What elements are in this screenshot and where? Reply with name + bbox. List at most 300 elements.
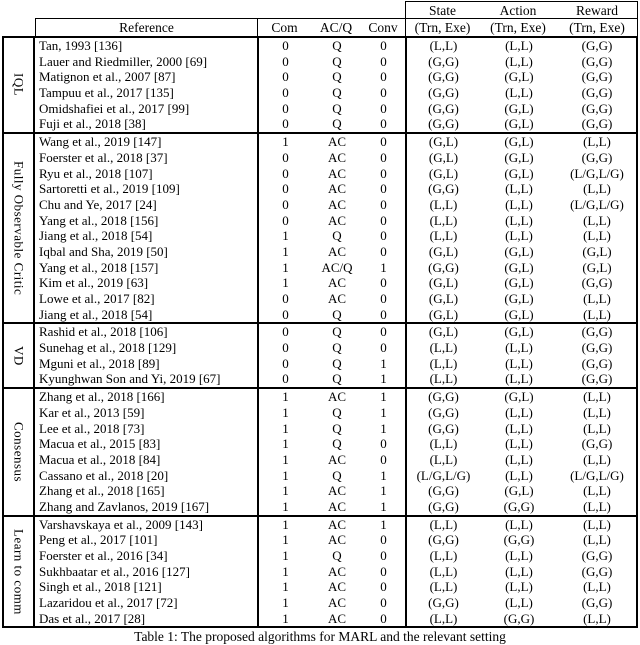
cell-conv: 1 xyxy=(362,499,407,515)
cell-reference: Jiang et al., 2018 [54] xyxy=(35,228,259,244)
cell-reward: (L,L) xyxy=(583,579,611,595)
section-rows xyxy=(35,134,636,322)
table-row xyxy=(35,340,636,356)
cell-reward: (G,G) xyxy=(581,85,613,101)
cell-conv: 1 xyxy=(362,389,407,405)
cell-reference: Macua et al., 2018 [84] xyxy=(35,452,259,468)
cell-com: 1 xyxy=(282,548,289,563)
cell-com: 0 xyxy=(282,165,289,181)
col-header-conv: Conv xyxy=(368,20,398,35)
table-row xyxy=(35,213,636,229)
cell-action: (L,L) xyxy=(505,467,533,483)
cell-acq: Q xyxy=(332,100,342,116)
cell-com: 1 xyxy=(282,595,289,611)
cell-reward: (G,L) xyxy=(582,243,612,259)
cell-reference: Singh et al., 2018 [121] xyxy=(35,579,259,595)
table-row xyxy=(35,291,636,307)
table-row xyxy=(35,197,636,213)
cell-action: (G,L) xyxy=(504,100,534,116)
cell-acq: Q xyxy=(332,38,342,53)
cell-action: (L,L) xyxy=(505,212,533,228)
cell-conv: 0 xyxy=(362,548,407,564)
cell-reference: Zhang et al., 2018 [166] xyxy=(35,389,259,405)
cell-reward: (G,G) xyxy=(581,436,613,452)
cell-conv: 0 xyxy=(362,244,407,260)
cell-reference: Macua et al., 2015 [83] xyxy=(35,436,259,452)
cell-conv: 0 xyxy=(362,101,407,117)
cell-acq: AC xyxy=(327,451,347,467)
table-row xyxy=(35,275,636,291)
table-row xyxy=(35,468,636,484)
cell-conv: 1 xyxy=(362,517,407,533)
cell-reference: Tampuu et al., 2017 [135] xyxy=(35,85,259,101)
cell-conv: 0 xyxy=(362,213,407,229)
table-row xyxy=(35,499,636,515)
cell-state: (G,G) xyxy=(428,259,459,275)
cell-conv: 0 xyxy=(362,197,407,213)
cell-com: 1 xyxy=(282,532,289,548)
cell-acq: Q xyxy=(332,548,342,563)
cell-reference: Ryu et al., 2018 [107] xyxy=(35,166,259,182)
cell-reference: Yang et al., 2018 [157] xyxy=(35,260,259,276)
cell-reward: (L,L) xyxy=(583,610,611,626)
cell-reward: (G,G) xyxy=(581,275,613,291)
cell-reference: Kar et al., 2013 [59] xyxy=(35,405,259,421)
cell-conv: 0 xyxy=(362,452,407,468)
cell-conv: 0 xyxy=(362,532,407,548)
cell-reference: Cassano et al., 2018 [20] xyxy=(35,468,259,484)
cell-state: (G,G) xyxy=(428,404,459,420)
cell-acq: AC xyxy=(327,483,347,499)
table-row xyxy=(35,181,636,197)
cell-state: (L,L) xyxy=(429,579,458,595)
cell-state: (G,G) xyxy=(428,116,459,132)
cell-reference: Kyunghwan Son and Yi, 2019 [67] xyxy=(35,371,259,387)
table-row xyxy=(35,595,636,611)
cell-reward: (L,L) xyxy=(583,212,611,228)
cell-conv: 0 xyxy=(362,291,407,307)
cell-conv: 0 xyxy=(362,324,407,340)
cell-acq: AC xyxy=(327,275,347,291)
cell-com: 0 xyxy=(282,355,289,371)
cell-com: 0 xyxy=(282,53,289,69)
table-row xyxy=(35,517,636,533)
table-row xyxy=(35,356,636,372)
table-body xyxy=(2,36,638,628)
col-header-reward-trn-exe: (Trn, Exe) xyxy=(569,20,625,35)
cell-state: (G,G) xyxy=(428,100,459,116)
cell-conv: 0 xyxy=(362,116,407,132)
cell-reward: (G,G) xyxy=(581,371,613,387)
cell-acq: AC xyxy=(327,389,347,405)
table-row xyxy=(35,166,636,182)
cell-com: 1 xyxy=(282,243,289,259)
cell-state: (G,G) xyxy=(428,85,459,101)
cell-state: (G,G) xyxy=(428,53,459,69)
cell-action: (L,L) xyxy=(505,548,533,563)
cell-acq: Q xyxy=(332,85,342,101)
table-row xyxy=(35,228,636,244)
col-header-acq: AC/Q xyxy=(319,20,353,35)
cell-com: 0 xyxy=(282,181,289,197)
cell-conv: 0 xyxy=(362,134,407,150)
cell-action: (L,L) xyxy=(505,563,533,579)
cell-state: (G,G) xyxy=(428,420,459,436)
cell-acq: Q xyxy=(332,69,342,85)
table-row xyxy=(35,116,636,132)
cell-action: (G,L) xyxy=(504,275,534,291)
header-group-box xyxy=(405,1,638,18)
table-row xyxy=(35,389,636,405)
cell-state: (L/G,L/G) xyxy=(416,467,471,483)
cell-reference: Mguni et al., 2018 [89] xyxy=(35,356,259,372)
cell-conv: 1 xyxy=(362,356,407,372)
cell-com: 1 xyxy=(282,404,289,420)
cell-action: (L,L) xyxy=(505,436,533,452)
cell-action: (G,G) xyxy=(503,610,535,626)
section-label-consensus: Consensus xyxy=(4,389,35,515)
cell-com: 1 xyxy=(282,134,289,150)
section-label-vd: VD xyxy=(4,324,35,387)
table-row xyxy=(35,69,636,85)
table-row xyxy=(35,532,636,548)
cell-reference: Matignon et al., 2007 [87] xyxy=(35,69,259,85)
cell-reward: (L/G,L/G) xyxy=(570,165,624,181)
table-row xyxy=(35,38,636,54)
header-group-row xyxy=(2,1,638,18)
cell-com: 1 xyxy=(282,579,289,595)
cell-conv: 0 xyxy=(362,54,407,70)
cell-com: 0 xyxy=(282,340,289,356)
cell-action: (L,L) xyxy=(505,340,533,356)
cell-acq: Q xyxy=(332,355,342,371)
cell-action: (G,L) xyxy=(504,389,534,405)
table-row xyxy=(35,548,636,564)
cell-conv: 0 xyxy=(362,166,407,182)
cell-conv: 0 xyxy=(362,181,407,197)
cell-action: (G,L) xyxy=(504,324,534,340)
cell-reference: Lowe et al., 2017 [82] xyxy=(35,291,259,307)
cell-reward: (L,L) xyxy=(583,181,611,197)
header-mid-group xyxy=(258,19,406,36)
table-row xyxy=(35,611,636,627)
cell-action: (L,L) xyxy=(505,228,533,244)
cell-action: (L,L) xyxy=(505,371,533,387)
cell-reference: Varshavskaya et al., 2009 [143] xyxy=(35,517,259,533)
table-row xyxy=(35,54,636,70)
cell-acq: AC xyxy=(327,165,347,181)
cell-reward: (L,L) xyxy=(583,498,611,514)
col-header-action-trn-exe: (Trn, Exe) xyxy=(490,20,546,35)
cell-reference: Omidshafiei et al., 2017 [99] xyxy=(35,101,259,117)
col-header-com: Com xyxy=(271,20,298,35)
cell-action: (G,L) xyxy=(504,165,534,181)
cell-acq: Q xyxy=(332,324,342,340)
cell-state: (G,L) xyxy=(428,275,459,291)
cell-action: (G,G) xyxy=(503,498,535,514)
cell-com: 0 xyxy=(282,149,289,165)
cell-state: (L,L) xyxy=(429,516,458,532)
cell-com: 0 xyxy=(282,212,289,228)
cell-acq: AC xyxy=(327,579,347,595)
cell-action: (G,L) xyxy=(504,483,534,499)
cell-state: (G,L) xyxy=(428,324,459,340)
cell-com: 1 xyxy=(282,275,289,291)
cell-action: (L,L) xyxy=(505,579,533,595)
cell-conv: 1 xyxy=(362,371,407,387)
cell-action: (G,L) xyxy=(504,116,534,132)
cell-reference: Sartoretti et al., 2019 [109] xyxy=(35,181,259,197)
cell-reference: Sukhbaatar et al., 2016 [127] xyxy=(35,564,259,580)
cell-conv: 0 xyxy=(362,579,407,595)
cell-action: (L,L) xyxy=(505,451,533,467)
cell-reference: Sunehag et al., 2018 [129] xyxy=(35,340,259,356)
table-section-learn-to-comm xyxy=(4,515,636,627)
cell-state: (G,L) xyxy=(428,165,459,181)
cell-reward: (L,L) xyxy=(583,483,611,499)
cell-state: (G,G) xyxy=(428,595,459,611)
cell-state: (L,L) xyxy=(429,340,458,356)
cell-conv: 1 xyxy=(362,483,407,499)
cell-reward: (L,L) xyxy=(583,420,611,436)
cell-conv: 0 xyxy=(362,275,407,291)
cell-acq: AC xyxy=(327,149,347,165)
cell-reward: (G,G) xyxy=(581,324,613,340)
header-spacer xyxy=(2,1,405,18)
cell-action: (L,L) xyxy=(505,196,533,212)
cell-conv: 0 xyxy=(362,564,407,580)
cell-state: (G,G) xyxy=(428,69,459,85)
cell-reference: Zhang et al., 2018 [165] xyxy=(35,483,259,499)
cell-reference: Peng et al., 2017 [101] xyxy=(35,532,259,548)
cell-com: 1 xyxy=(282,610,289,626)
cell-action: (L,L) xyxy=(505,355,533,371)
cell-reward: (G,G) xyxy=(581,53,613,69)
cell-acq: AC xyxy=(327,563,347,579)
cell-com: 0 xyxy=(282,116,289,132)
cell-com: 0 xyxy=(282,306,289,322)
cell-state: (G,L) xyxy=(428,149,459,165)
table-row xyxy=(35,564,636,580)
table-row xyxy=(35,134,636,150)
cell-acq: AC xyxy=(327,532,347,548)
cell-reference: Kim et al., 2019 [63] xyxy=(35,275,259,291)
cell-state: (G,G) xyxy=(428,483,459,499)
cell-conv: 1 xyxy=(362,468,407,484)
cell-acq: AC xyxy=(327,243,347,259)
cell-reference: Fuji et al., 2018 [38] xyxy=(35,116,259,132)
cell-conv: 0 xyxy=(362,150,407,166)
cell-action: (G,L) xyxy=(504,306,534,322)
cell-reference: Rashid et al., 2018 [106] xyxy=(35,324,259,340)
cell-conv: 0 xyxy=(362,611,407,627)
section-rows xyxy=(35,389,636,515)
cell-com: 1 xyxy=(282,563,289,579)
cell-state: (L,L) xyxy=(429,563,458,579)
cell-reward: (L,L) xyxy=(583,532,611,548)
table-row xyxy=(35,371,636,387)
cell-reward: (G,G) xyxy=(581,355,613,371)
cell-reward: (G,G) xyxy=(581,595,613,611)
cell-conv: 1 xyxy=(362,405,407,421)
table-row xyxy=(35,421,636,437)
cell-com: 1 xyxy=(282,483,289,499)
cell-reference: Foerster et al., 2018 [37] xyxy=(35,150,259,166)
cell-reward: (G,G) xyxy=(581,116,613,132)
cell-conv: 1 xyxy=(362,421,407,437)
cell-state: (G,L) xyxy=(428,134,459,150)
cell-reward: (L,L) xyxy=(583,291,611,306)
cell-com: 1 xyxy=(282,498,289,514)
cell-state: (L,L) xyxy=(429,451,458,467)
cell-com: 0 xyxy=(282,324,289,340)
cell-reference: Lauer and Riedmiller, 2000 [69] xyxy=(35,54,259,70)
table-section-fully-observable-critic xyxy=(4,132,636,322)
cell-reference: Foerster et al., 2016 [34] xyxy=(35,548,259,564)
cell-reward: (G,G) xyxy=(581,563,613,579)
cell-action: (G,L) xyxy=(504,259,534,275)
cell-action: (G,L) xyxy=(504,134,534,150)
cell-reference: Das et al., 2017 [28] xyxy=(35,611,259,627)
cell-action: (G,L) xyxy=(504,243,534,259)
cell-reference: Tan, 1993 [136] xyxy=(35,38,259,54)
cell-state: (G,G) xyxy=(428,532,459,548)
cell-acq: Q xyxy=(332,436,342,452)
cell-reward: (L/G,L/G) xyxy=(570,196,624,212)
table-row xyxy=(35,244,636,260)
cell-state: (L,L) xyxy=(429,355,458,371)
cell-reward: (L,L) xyxy=(583,306,611,322)
cell-com: 1 xyxy=(282,389,289,405)
cell-acq: Q xyxy=(332,404,342,420)
cell-reference: Iqbal and Sha, 2019 [50] xyxy=(35,244,259,260)
cell-com: 1 xyxy=(282,451,289,467)
cell-reward: (L,L) xyxy=(583,389,611,405)
cell-state: (L,L) xyxy=(429,610,458,626)
table-section-vd xyxy=(4,322,636,387)
cell-acq: AC xyxy=(327,134,347,150)
cell-action: (L,L) xyxy=(505,516,533,532)
cell-reward: (G,G) xyxy=(581,149,613,165)
cell-acq: AC xyxy=(327,595,347,611)
cell-action: (L,L) xyxy=(505,181,533,197)
section-rows xyxy=(35,324,636,387)
cell-acq: Q xyxy=(332,306,342,322)
section-label-learn-to-comm: Learn to comm xyxy=(4,517,35,627)
marl-settings-table xyxy=(2,1,638,628)
cell-conv: 0 xyxy=(362,340,407,356)
col-header-reward: Reward xyxy=(576,2,618,18)
cell-com: 1 xyxy=(282,228,289,244)
cell-reward: (L,L) xyxy=(583,228,611,244)
cell-reference: Wang et al., 2019 [147] xyxy=(35,134,259,150)
cell-reward: (G,G) xyxy=(581,548,613,563)
cell-action: (L,L) xyxy=(505,404,533,420)
cell-com: 0 xyxy=(282,38,289,53)
cell-state: (L,L) xyxy=(429,548,458,563)
table-caption: Table 1: The proposed algorithms for MARL and the relevant setting xyxy=(134,629,506,644)
table-row xyxy=(35,452,636,468)
table-section-consensus xyxy=(4,387,636,515)
cell-acq: Q xyxy=(332,116,342,132)
cell-reference: Yang et al., 2018 [156] xyxy=(35,213,259,229)
cell-reference: Chu and Ye, 2017 [24] xyxy=(35,197,259,213)
cell-reward: (L/G,L/G) xyxy=(570,467,624,483)
cell-conv: 0 xyxy=(362,38,407,54)
cell-acq: AC xyxy=(327,212,347,228)
cell-acq: Q xyxy=(332,53,342,69)
cell-action: (L,L) xyxy=(505,53,533,69)
cell-state: (G,G) xyxy=(428,498,459,514)
cell-reward: (G,G) xyxy=(581,38,613,53)
cell-reference: Lee et al., 2018 [73] xyxy=(35,421,259,437)
col-header-state-trn-exe: (Trn, Exe) xyxy=(414,20,471,35)
cell-action: (G,L) xyxy=(504,291,534,306)
cell-reference: Zhang and Zavlanos, 2019 [167] xyxy=(35,499,259,515)
cell-com: 1 xyxy=(282,420,289,436)
cell-acq: AC xyxy=(327,610,347,626)
cell-com: 0 xyxy=(282,371,289,387)
cell-conv: 0 xyxy=(362,307,407,323)
cell-conv: 0 xyxy=(362,85,407,101)
cell-reward: (G,G) xyxy=(581,69,613,85)
cell-acq: AC xyxy=(327,291,347,306)
col-header-reference: Reference xyxy=(36,19,258,36)
cell-action: (L,L) xyxy=(505,38,533,53)
table-row xyxy=(35,483,636,499)
cell-state: (G,G) xyxy=(428,181,459,197)
section-label-fully-observable-critic: Fully Observable Critic xyxy=(4,134,35,322)
cell-reward: (L,L) xyxy=(583,134,611,150)
col-header-state: State xyxy=(429,2,456,18)
cell-state: (G,L) xyxy=(428,306,459,322)
cell-conv: 0 xyxy=(362,69,407,85)
cell-conv: 0 xyxy=(362,228,407,244)
cell-com: 0 xyxy=(282,291,289,306)
cell-action: (G,L) xyxy=(504,69,534,85)
cell-state: (G,G) xyxy=(428,389,459,405)
cell-action: (L,L) xyxy=(505,595,533,611)
cell-action: (L,L) xyxy=(505,85,533,101)
cell-state: (L,L) xyxy=(429,196,458,212)
cell-com: 0 xyxy=(282,196,289,212)
cell-state: (L,L) xyxy=(429,38,458,53)
cell-state: (G,L) xyxy=(428,243,459,259)
cell-reward: (L,L) xyxy=(583,451,611,467)
table-row xyxy=(35,101,636,117)
cell-acq: AC xyxy=(327,181,347,197)
cell-acq: AC xyxy=(327,516,347,532)
cell-reference: Lazaridou et al., 2017 [72] xyxy=(35,595,259,611)
header-row xyxy=(35,18,638,36)
cell-com: 1 xyxy=(282,436,289,452)
cell-com: 0 xyxy=(282,100,289,116)
table-section-iql xyxy=(4,38,636,132)
cell-reference: Jiang et al., 2018 [54] xyxy=(35,307,259,323)
cell-reward: (G,G) xyxy=(581,340,613,356)
table-row xyxy=(35,150,636,166)
cell-com: 1 xyxy=(282,467,289,483)
cell-acq: Q xyxy=(332,371,342,387)
col-header-action: Action xyxy=(499,2,537,18)
cell-state: (L,L) xyxy=(429,436,458,452)
cell-com: 1 xyxy=(282,259,289,275)
cell-reward: (G,G) xyxy=(581,100,613,116)
cell-reward: (G,L) xyxy=(582,259,612,275)
cell-acq: Q xyxy=(332,467,342,483)
cell-acq: Q xyxy=(332,340,342,356)
table-row xyxy=(35,436,636,452)
